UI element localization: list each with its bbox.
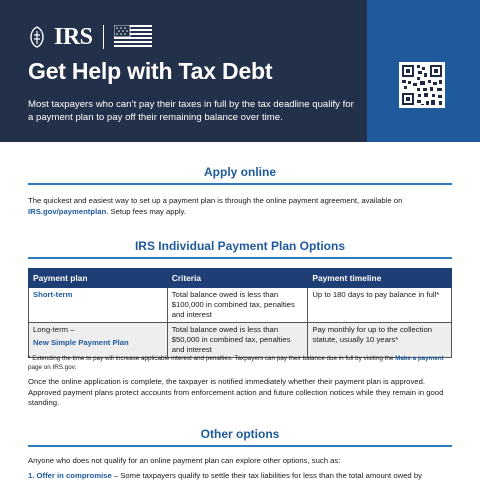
long-term-label: Long-term – [33,325,75,334]
timeline-cell: Up to 180 days to pay balance in full* [308,288,452,323]
criteria-cell: Total balance owed is less than $50,000 in combined tax, penalties and interest [167,323,308,358]
apply-online-text-before: The quickest and easiest way to set up a payment plan is through the online payment agreement, available on [28,196,403,205]
criteria-cell: Total balance owed is less than $100,000 in combined tax, penalties and interest [167,288,308,323]
simple-payment-plan-link[interactable]: New Simple Payment Plan [33,338,129,347]
timeline-cell: Pay monthly for up to the collection statute, usually 10 years* [308,323,452,358]
footnote-text-before: * Extending the time to pay will increase applicable interest and penalties. Taxpayers can pay their balance due in full by visiting the [28,355,396,362]
payment-plan-table [28,268,452,358]
irs-seal-icon [28,26,46,48]
other-options-rule [28,445,452,447]
other-options-intro: Anyone who does not qualify for an online payment plan can explore other options, such as: [28,456,341,465]
approval-text: Once the online application is complete, the taxpayer is notified immediately whether their payment plan is approved. Approved payment plans protect accounts from enforcement action and future collection notices while they remain in good standing. [28,377,444,407]
qr-code-icon[interactable] [399,62,445,108]
irs-wordmark: IRS [54,23,93,50]
footnote [28,354,452,372]
plan-cell-short-term [29,288,168,323]
other-options-heading: Other options [200,427,280,441]
table-header-row [29,269,452,288]
table-row [29,323,452,358]
logo-divider [103,25,104,49]
column-header-payment-plan: Payment plan [29,269,168,288]
plan-cell-long-term [29,323,168,358]
make-a-payment-link[interactable]: Make a payment [395,355,444,362]
apply-online-text [28,196,452,217]
apply-online-text-after: . Setup fees may apply. [106,206,186,216]
plans-heading: IRS Individual Payment Plan Options [134,239,346,253]
plans-rule [28,257,452,259]
column-header-payment-timeline: Payment timeline [308,269,452,288]
table-row [29,288,452,323]
footnote-text-after: page on IRS.gov. [28,364,77,371]
us-flag-icon [114,25,152,49]
intro-text: Most taxpayers who can’t pay their taxes in full by the tax deadline qualify for a payment plan to pay off their remaining balance over time. [28,99,354,123]
page-title: Get Help with Tax Debt [28,58,273,84]
offer-in-compromise-link[interactable]: 1. Offer in compromise [28,471,112,480]
payment-plan-link[interactable]: IRS.gov/paymentplan [28,206,107,216]
column-header-criteria: Criteria [167,269,308,288]
offer-in-compromise-text: – Some taxpayers qualify to settle their tax liabilities for less than the total amount owed by [111,471,422,480]
apply-online-rule [28,183,452,185]
irs-logo [28,22,152,52]
apply-online-heading: Apply online [204,165,276,179]
short-term-link[interactable]: Short-term [33,290,73,299]
